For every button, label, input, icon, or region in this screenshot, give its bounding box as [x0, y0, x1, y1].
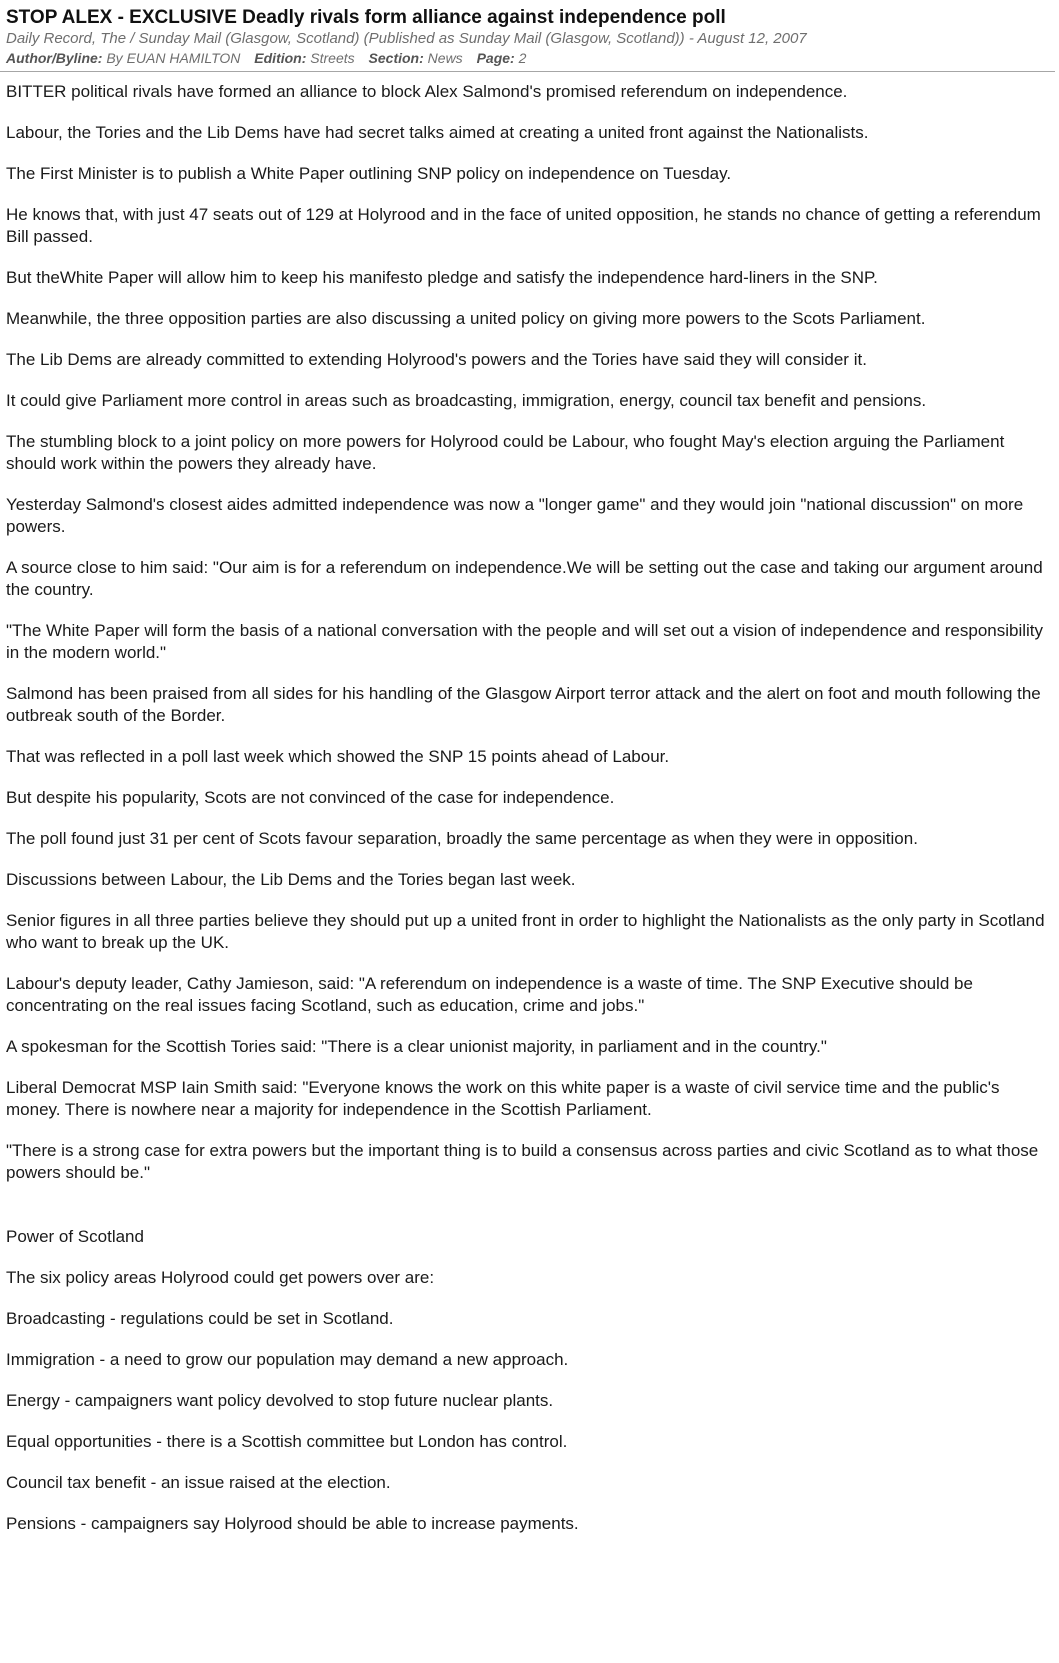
- article-body: [0, 81, 1055, 1535]
- article-paragraph: That was reflected in a poll last week which showed the SNP 15 points ahead of Labour.: [6, 747, 670, 766]
- article-paragraph: Labour's deputy leader, Cathy Jamieson, said: "A referendum on independence is a waste of time. The SNP Executive should be concentrating on the real issues facing Scotland, such as education, crime and jobs.": [6, 974, 973, 1015]
- publication-source: Daily Record, The / Sunday Mail (Glasgow, Scotland) (Published as Sunday Mail (Glasgow, Scotland)) - August 12, 2007: [6, 30, 807, 47]
- article-paragraph: "The White Paper will form the basis of a national conversation with the people and will set out a vision of independence and responsibility in the modern world.": [6, 621, 1044, 662]
- policy-item: Immigration - a need to grow our population may demand a new approach.: [6, 1350, 569, 1369]
- article-paragraph: Labour, the Tories and the Lib Dems have had secret talks aimed at creating a united front against the Nationalists.: [6, 123, 869, 142]
- policy-item: Equal opportunities - there is a Scottish committee but London has control.: [6, 1432, 568, 1451]
- article-paragraph: Discussions between Labour, the Lib Dems and the Tories began last week.: [6, 870, 576, 889]
- article-paragraph: Senior figures in all three parties believe they should put up a united front in order to highlight the Nationalists as the only party in Scotland who want to break up the UK.: [6, 911, 1045, 952]
- policy-item: Council tax benefit - an issue raised at the election.: [6, 1473, 391, 1492]
- policy-item: Energy - campaigners want policy devolved to stop future nuclear plants.: [6, 1391, 554, 1410]
- article-paragraph: A spokesman for the Scottish Tories said: "There is a clear unionist majority, in parliament and in the country.": [6, 1037, 827, 1056]
- page-value: 2: [518, 50, 527, 66]
- article-paragraph: The Lib Dems are already committed to extending Holyrood's powers and the Tories have said they will consider it.: [6, 350, 867, 369]
- article-paragraph: A source close to him said: "Our aim is for a referendum on independence.We will be setting out the case and taking our argument around the country.: [6, 558, 1043, 599]
- box-heading: Power of Scotland: [6, 1227, 144, 1246]
- article-paragraph: BITTER political rivals have formed an alliance to block Alex Salmond's promised referendum on independence.: [6, 82, 848, 101]
- policy-item: Broadcasting - regulations could be set in Scotland.: [6, 1309, 394, 1328]
- article-paragraph: He knows that, with just 47 seats out of 129 at Holyrood and in the face of united opposition, he stands no chance of getting a referendum Bill passed.: [6, 205, 1041, 246]
- section-spacer: [6, 1184, 1049, 1226]
- article-paragraph: Yesterday Salmond's closest aides admitted independence was now a "longer game" and they would join "national discussion" on more powers.: [6, 495, 1024, 536]
- section-label: Section:: [368, 50, 424, 66]
- article-paragraph: Meanwhile, the three opposition parties are also discussing a united policy on giving more powers to the Scots Parliament.: [6, 309, 926, 328]
- article-paragraph: It could give Parliament more control in areas such as broadcasting, immigration, energy, council tax benefit and pensions.: [6, 391, 927, 410]
- box-intro: The six policy areas Holyrood could get powers over are:: [6, 1268, 435, 1287]
- edition-value: Streets: [310, 50, 355, 66]
- page-label: Page:: [476, 50, 515, 66]
- article-paragraph: Liberal Democrat MSP Iain Smith said: "Everyone knows the work on this white paper is a waste of civil service time and the public's money. There is nowhere near a majority for independence in the Scottish Parliament.: [6, 1078, 1000, 1119]
- section-value: News: [427, 50, 463, 66]
- article-headline: STOP ALEX - EXCLUSIVE Deadly rivals form alliance against independence poll: [6, 7, 726, 28]
- author-label: Author/Byline:: [6, 50, 103, 66]
- article-paragraph: The stumbling block to a joint policy on more powers for Holyrood could be Labour, who fought May's election arguing the Parliament should work within the powers they already have.: [6, 432, 1005, 473]
- policy-item: Pensions - campaigners say Holyrood should be able to increase payments.: [6, 1514, 579, 1533]
- article-paragraph: But despite his popularity, Scots are not convinced of the case for independence.: [6, 788, 615, 807]
- article-paragraph: The poll found just 31 per cent of Scots favour separation, broadly the same percentage as when they were in opposition.: [6, 829, 918, 848]
- article-header: [0, 0, 1055, 72]
- edition-label: Edition:: [254, 50, 307, 66]
- article-meta: [6, 49, 1049, 67]
- article-paragraph: Salmond has been praised from all sides for his handling of the Glasgow Airport terror attack and the alert on foot and mouth following the outbreak south of the Border.: [6, 684, 1041, 725]
- article-paragraph: "There is a strong case for extra powers but the important thing is to build a consensus across parties and civic Scotland as to what those powers should be.": [6, 1141, 1039, 1182]
- article-paragraph: The First Minister is to publish a White Paper outlining SNP policy on independence on Tuesday.: [6, 164, 732, 183]
- author-value: By EUAN HAMILTON: [106, 50, 241, 66]
- article-paragraph: But theWhite Paper will allow him to keep his manifesto pledge and satisfy the independence hard-liners in the SNP.: [6, 268, 878, 287]
